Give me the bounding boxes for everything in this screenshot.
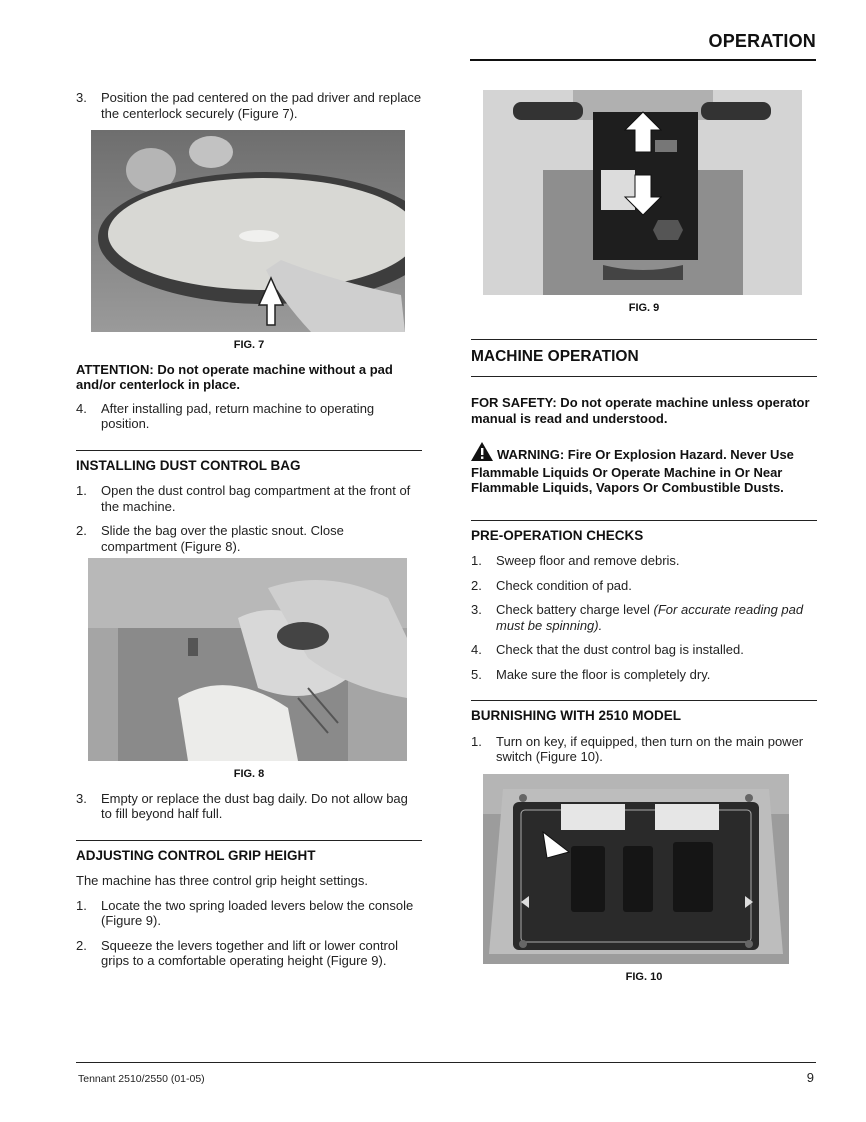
list-number: 1. [76, 483, 87, 498]
list-number: 3. [76, 90, 87, 105]
list-number: 4. [471, 642, 482, 657]
figure-8-photo [88, 558, 407, 761]
list-text [496, 602, 817, 633]
list-item [76, 401, 422, 432]
heading-rule [471, 376, 817, 377]
warning-text: WARNING: Fire Or Explosion Hazard. Never Use Flammable Liquids Or Operate Machine in Or Near Flammable Liquids, Vapors Or Combustible Dusts. [471, 447, 794, 495]
list-text: Turn on key, if equipped, then turn on the main power switch (Figure 10). [496, 733, 804, 764]
section-heading-dust-bag: INSTALLING DUST CONTROL BAG [76, 450, 422, 474]
list-item [471, 667, 817, 683]
list-text: Squeeze the levers together and lift or lower control grips to a comfortable operating height (Figure 9). [101, 937, 399, 968]
warning-note [471, 442, 817, 496]
list-item [471, 642, 817, 658]
left-column [76, 90, 422, 978]
list-item [76, 483, 422, 514]
list-number: 5. [471, 666, 482, 682]
figure-8-caption: FIG. 8 [233, 768, 265, 780]
list-text: After installing pad, return machine to operating position. [101, 400, 375, 431]
list-item [471, 734, 817, 765]
list-number: 1. [471, 553, 482, 568]
list-text: Locate the two spring loaded levers below the console (Figure 9). [101, 897, 414, 928]
list-text-note: (For accurate reading pad must be spinning). [496, 602, 804, 633]
warning-triangle-icon [471, 442, 493, 465]
right-column [471, 90, 817, 993]
list-text: Open the dust control bag compartment at the front of the machine. [101, 483, 411, 514]
figure-7-photo [91, 130, 405, 332]
list-item [76, 523, 422, 554]
list-text: Position the pad centered on the pad driver and replace the centerlock securely (Figure 7). [101, 90, 422, 121]
list-number: 3. [76, 790, 87, 806]
section-heading-pre-operation-checks: PRE-OPERATION CHECKS [471, 520, 817, 544]
figure-7-caption: FIG. 7 [233, 339, 265, 351]
figure-9-photo [483, 90, 802, 295]
list-text: Make sure the floor is completely dry. [496, 666, 711, 682]
page-header-title: OPERATION [708, 31, 816, 51]
figure-10-caption: FIG. 10 [625, 970, 663, 983]
list-text: Sweep floor and remove debris. [496, 553, 680, 568]
list-number: 2. [76, 523, 87, 538]
list-number: 4. [76, 400, 87, 416]
section-heading-burnishing: BURNISHING WITH 2510 MODEL [471, 700, 817, 724]
list-text: Slide the bag over the plastic snout. Close compartment (Figure 8). [101, 523, 344, 554]
figure-10-photo [483, 774, 789, 964]
figure-9-caption: FIG. 9 [628, 302, 660, 314]
list-item [471, 578, 817, 594]
list-number: 2. [76, 937, 87, 953]
list-number: 2. [471, 577, 482, 593]
list-item [76, 90, 422, 121]
section-heading-machine-operation: MACHINE OPERATION [471, 339, 817, 365]
paragraph: The machine has three control grip height settings. [76, 873, 368, 888]
list-text: Empty or replace the dust bag daily. Do not allow bag to fill beyond half full. [101, 790, 408, 821]
list-item [76, 791, 422, 822]
list-item [76, 898, 422, 929]
footer-page-number: 9 [806, 1070, 814, 1085]
list-number: 1. [76, 897, 87, 913]
list-item [471, 602, 817, 633]
safety-note: FOR SAFETY: Do not operate machine unless operator manual is read and understood. [471, 395, 810, 426]
list-text: Check that the dust control bag is installed. [496, 642, 744, 657]
section-heading-grip-height: ADJUSTING CONTROL GRIP HEIGHT [76, 840, 422, 864]
footer-rule [76, 1062, 816, 1063]
list-number: 3. [471, 602, 482, 617]
header-rule [470, 59, 816, 61]
attention-note: ATTENTION: Do not operate machine without a pad and/or centerlock in place. [76, 361, 393, 392]
list-text-main: Check battery charge level [496, 602, 654, 617]
list-text: Check condition of pad. [496, 577, 632, 593]
list-item [76, 938, 422, 969]
footer-document-id: Tennant 2510/2550 (01-05) [78, 1073, 205, 1085]
list-number: 1. [471, 733, 482, 749]
list-item [471, 553, 817, 569]
